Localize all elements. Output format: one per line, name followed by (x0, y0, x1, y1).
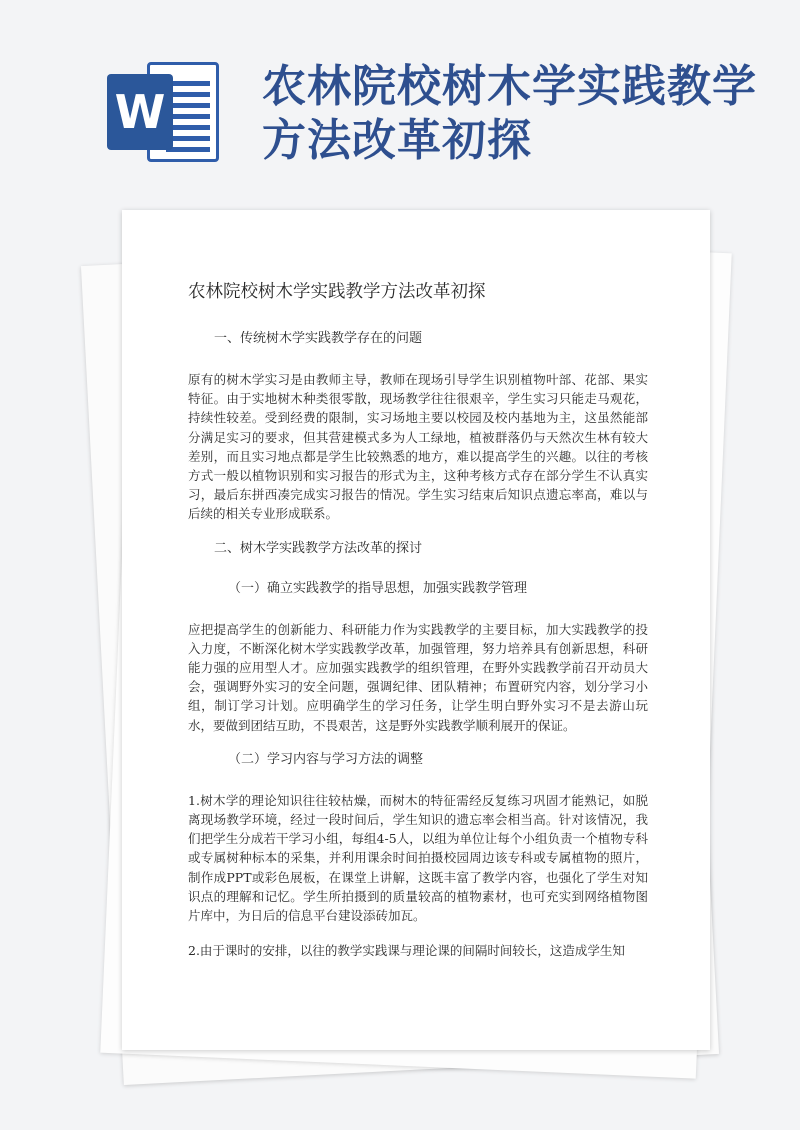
header-banner (0, 0, 800, 205)
word-badge: W (107, 74, 173, 150)
subsection-1-paragraph: 应把提高学生的创新能力、科研能力作为实践教学的主要目标，加大实践教学的投入力度，不断深化树木学实践教学改革，加强管理，努力培养具有创新思想，科研能力强的应用型人才。应加强实践教学的组织管理，在野外实践教学前召开动员大会，强调野外实习的安全问题，强调纪律、团队精神；布置研究内容，划分学习小组，制订学习计划。应明确学生的学习任务，让学生明白野外实习不是去游山玩水，要做到团结互助，不畏艰苦，这是野外实践教学顺利展开的保证。 (188, 621, 648, 733)
document-content (188, 280, 648, 976)
section-heading-2: 二、树木学实践教学方法改革的探讨 (214, 540, 423, 556)
document-title: 农林院校树木学实践教学方法改革初探 (188, 282, 486, 302)
subsection-heading-1: （一）确立实践教学的指导思想，加强实践教学管理 (228, 580, 528, 596)
section-heading-1: 一、传统树木学实践教学存在的问题 (214, 331, 423, 346)
subsection-heading-2: （二）学习内容与学习方法的调整 (228, 751, 424, 767)
banner-title: 农林院校树木学实践教学方法改革初探 (262, 61, 757, 166)
document-page (122, 210, 710, 1050)
subsection-2-paragraph-2: 2.由于课时的安排，以往的教学实践课与理论课的间隔时间较长，这造成学生知 (188, 943, 625, 959)
section-1-paragraph: 原有的树木学实习是由教师主导，教师在现场引导学生识别植物叶部、花部、果实特征。由于实地树木种类很零散，现场教学往往很艰辛，学生实习只能走马观花，持续性较差。受到经费的限制，实习场地主要以校园及校内基地为主，这虽然能部分满足实习的要求，但其营建模式多为人工绿地，植被群落仍与天然次生林有较大差别，而且实习地点都是学生比较熟悉的地方，难以提高学生的兴趣。以往的考核方式一般以植物识别和实习报告的形式为主，这种考核方式存在部分学生不认真实习，最后东拼西凑完成实习报告的情况。学生实习结束后知识点遗忘率高，难以与后续的相关专业形成联系。 (188, 372, 648, 522)
subsection-2-paragraph-1: 1.树木学的理论知识往往较枯燥，而树木的特征需经反复练习巩固才能熟记，如脱离现场教学环境，经过一段时间后，学生知识的遗忘率会相当高。针对该情况，我们把学生分成若干学习小组，每组4-5人，以组为单位让每个小组负责一个植物专科或专属树种标本的采集，并利用课余时间拍摄校园周边该专科或专属植物的照片，制作成PPT或彩色展板，在课堂上讲解，这既丰富了教学内容，也强化了学生对知识点的理解和记忆。学生所拍摄到的质量较高的植物素材，也可充实到网络植物图片库中，为日后的信息平台建设添砖加瓦。 (188, 792, 648, 924)
word-document-icon (107, 62, 225, 168)
